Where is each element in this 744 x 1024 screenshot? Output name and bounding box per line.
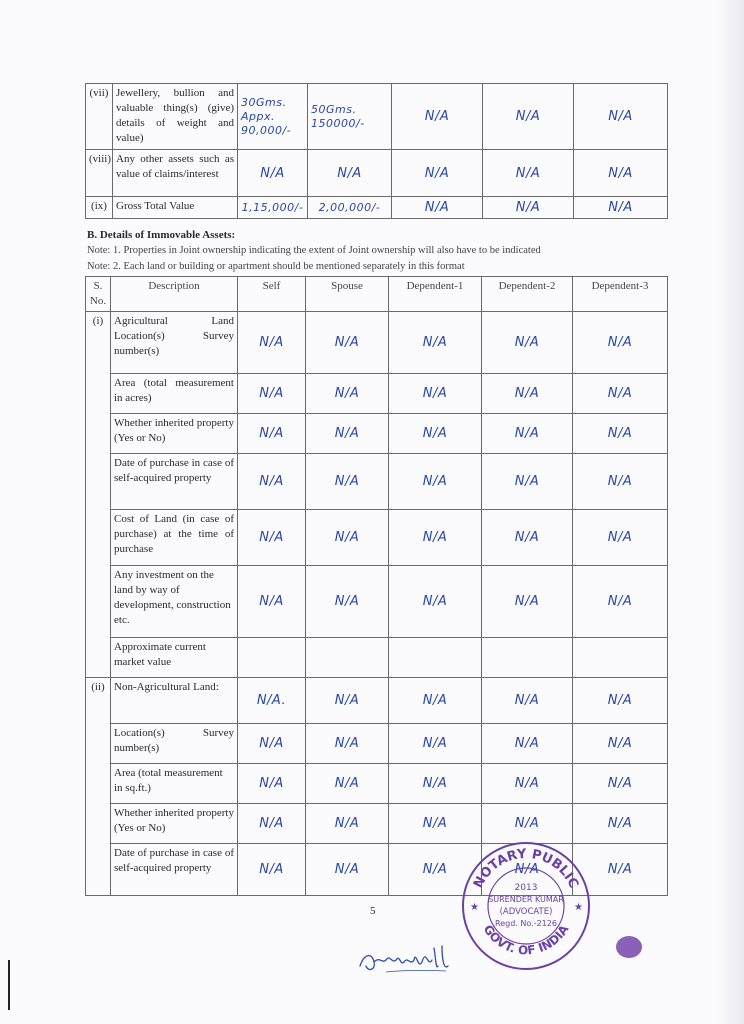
dependent-1-value: N/A [389,678,482,724]
dependent-3-value: N/A [573,844,668,896]
movable-assets-tail-table [85,83,668,219]
row-description: Jewellery, bullion and valuable thing(s) (give) details of weight and value) [113,84,238,150]
row-description: Location(s) Survey number(s) [111,724,238,764]
table-row [86,454,668,510]
row-description: Approximate current market value [111,638,238,678]
row-description: Any other assets such as value of claims/interest [113,150,238,197]
spouse-value: N/A [306,844,389,896]
serial-number: (ix) [86,197,113,219]
row-description: Non-Agricultural Land: [111,678,238,724]
table-row [86,414,668,454]
dependent-3-value: N/A [573,454,668,510]
dependent-2-value: N/A [482,724,573,764]
column-header-sno: S. No. [86,277,111,312]
note-2: Note: 2. Each land or building or apartment should be mentioned separately in this format [87,261,465,272]
table-row [86,150,668,197]
self-value: 30Gms. Appx. 90,000/- [238,84,308,150]
dependent-2-value: N/A [482,510,573,566]
stamp-top-text: NOTARY PUBLIC [471,846,581,891]
spouse-value: N/A [306,678,389,724]
table-row [86,374,668,414]
dependent-1-value: N/A [389,724,482,764]
row-description: Agricultural Land Location(s) Survey number(s) [111,312,238,374]
spouse-value: 50Gms. 150000/- [308,84,392,150]
table-row [86,678,668,724]
dependent-3-value: N/A [573,312,668,374]
column-header-dependent-2: Dependent-2 [482,277,573,312]
row-description: Whether inherited property (Yes or No) [111,414,238,454]
serial-number: (viii) [86,150,113,197]
dependent-3-value [573,638,668,678]
dependent-2-value: N/A [483,150,574,197]
dependent-3-value: N/A [573,724,668,764]
self-value: N/A [238,566,306,638]
spouse-value: 2,00,000/- [308,197,392,219]
spouse-value: N/A [306,374,389,414]
dependent-1-value: N/A [389,454,482,510]
dependent-1-value: N/A [389,566,482,638]
dependent-2-value: N/A [482,566,573,638]
stamp-registration: Regd. No.-2126 [495,919,557,928]
column-header-dependent-3: Dependent-3 [573,277,668,312]
spouse-value: N/A [308,150,392,197]
row-description: Area (total measurement in sq.ft.) [111,764,238,804]
star-icon: ★ [574,902,583,913]
column-header-self: Self [238,277,306,312]
ink-blot [616,936,642,958]
self-value: N/A [238,804,306,844]
section-title: B. Details of Immovable Assets: [87,229,236,241]
serial-number: (vii) [86,84,113,150]
row-description: Area (total measurement in acres) [111,374,238,414]
dependent-2-value: N/A [482,844,573,896]
dependent-1-value: N/A [392,84,483,150]
self-value: N/A [238,312,306,374]
dependent-2-value [482,638,573,678]
self-value: N/A [238,454,306,510]
dependent-1-value: N/A [389,844,482,896]
dependent-2-value: N/A [483,197,574,219]
dependent-1-value: N/A [389,510,482,566]
dependent-3-value: N/A [573,764,668,804]
self-value: N/A [238,150,308,197]
note-1: Note: 1. Properties in Joint ownership indicating the extent of Joint ownership will also have to be indicated [87,245,541,256]
dependent-1-value: N/A [392,150,483,197]
spouse-value: N/A [306,764,389,804]
stamp-year: 2013 [514,883,538,893]
self-value: N/A [238,510,306,566]
page-number: 5 [370,905,376,917]
dependent-2-value: N/A [482,454,573,510]
serial-number: (ii) [86,678,111,896]
dependent-1-value: N/A [389,312,482,374]
column-header-description: Description [111,277,238,312]
row-description: Date of purchase in case of self-acquired property [111,844,238,896]
self-value: N/A [238,374,306,414]
dependent-2-value: N/A [483,84,574,150]
self-value: N/A [238,724,306,764]
self-value: N/A [238,414,306,454]
row-description: Date of purchase in case of self-acquired property [111,454,238,510]
dependent-2-value: N/A [482,312,573,374]
dependent-3-value: N/A [574,150,668,197]
spouse-value: N/A [306,804,389,844]
row-description: Any investment on the land by way of development, construction etc. [111,566,238,638]
spouse-value: N/A [306,724,389,764]
stamp-name: SURENDER KUMAR [488,895,564,904]
dependent-2-value: N/A [482,804,573,844]
dependent-2-value: N/A [482,414,573,454]
dependent-3-value: N/A [574,84,668,150]
dependent-2-value: N/A [482,374,573,414]
table-row [86,638,668,678]
table-row [86,566,668,638]
serial-number: (i) [86,312,111,678]
signature [356,940,466,980]
dependent-3-value: N/A [574,197,668,219]
spouse-value: N/A [306,454,389,510]
dependent-1-value: N/A [389,414,482,454]
notary-stamp [456,836,596,976]
dependent-3-value: N/A [573,510,668,566]
dependent-1-value: N/A [389,374,482,414]
spouse-value: N/A [306,312,389,374]
self-value: 1,15,000/- [238,197,308,219]
immovable-assets-table [85,276,668,896]
table-row [86,764,668,804]
dependent-1-value: N/A [389,764,482,804]
self-value [238,638,306,678]
self-value: N/A [238,764,306,804]
spouse-value: N/A [306,510,389,566]
table-header-row [86,277,668,312]
dependent-2-value: N/A [482,678,573,724]
dependent-3-value: N/A [573,414,668,454]
dependent-1-value: N/A [392,197,483,219]
scan-edge-mark [8,960,10,1010]
dependent-3-value: N/A [573,374,668,414]
spouse-value [306,638,389,678]
dependent-3-value: N/A [573,566,668,638]
row-description: Whether inherited property (Yes or No) [111,804,238,844]
column-header-spouse: Spouse [306,277,389,312]
spouse-value: N/A [306,414,389,454]
dependent-3-value: N/A [573,678,668,724]
row-description: Gross Total Value [113,197,238,219]
stamp-designation: (ADVOCATE) [499,907,553,917]
star-icon: ★ [470,902,479,913]
table-row [86,197,668,219]
dependent-1-value: N/A [389,804,482,844]
table-row [86,84,668,150]
column-header-dependent-1: Dependent-1 [389,277,482,312]
self-value: N/A. [238,678,306,724]
table-row [86,724,668,764]
dependent-2-value: N/A [482,764,573,804]
stamp-bottom-text: GOVT. OF INDIA [480,922,572,958]
self-value: N/A [238,844,306,896]
dependent-1-value [389,638,482,678]
table-row [86,510,668,566]
dependent-3-value: N/A [573,804,668,844]
row-description: Cost of Land (in case of purchase) at the time of purchase [111,510,238,566]
spouse-value: N/A [306,566,389,638]
table-row [86,312,668,374]
